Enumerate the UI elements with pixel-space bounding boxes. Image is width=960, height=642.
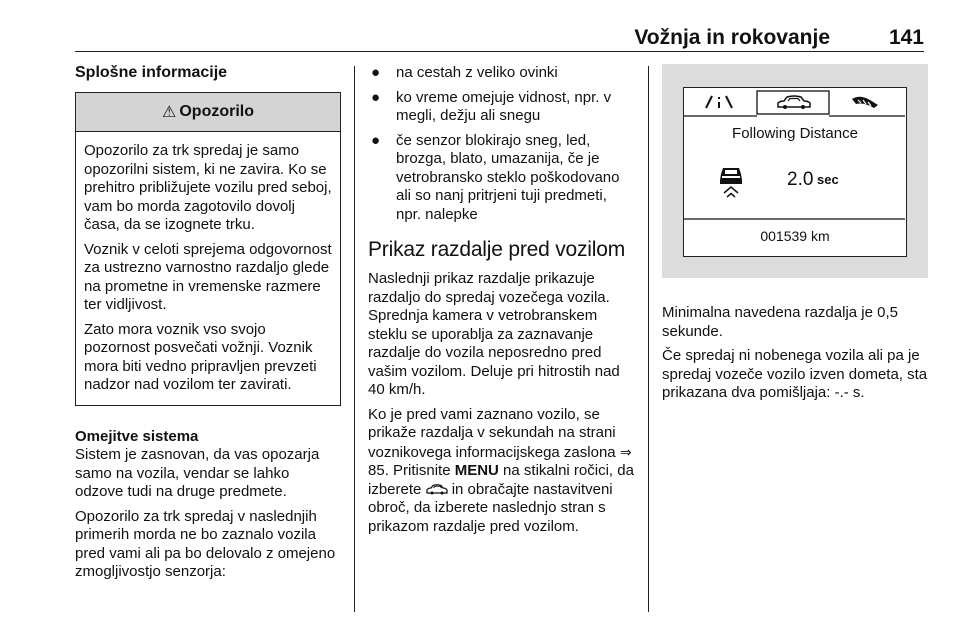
section-heading: Prikaz razdalje pred vozilom [368,238,626,261]
display-screen [683,87,907,257]
warning-paragraph: Opozorilo za trk spredaj je samo opozorilni sistem, ki ne zavira. Ko se prehitro približujete vozilu pred seboj, vam bo morda zagotovilo dovolj časa, da se izognete trku. [84,142,332,233]
warning-title: Opozorilo [179,103,254,120]
list-item [368,89,634,126]
column-divider-2 [648,66,649,612]
header-divider [75,51,924,52]
selected-tab-frame [757,91,829,114]
section-title: Splošne informacije [75,64,228,81]
bullet-icon: ● [371,131,381,149]
warning-body [76,132,340,405]
body-paragraph: Naslednji prikaz razdalje prikazuje razdaljo do spredaj vozečega vozila. Sprednja kamera v vetrobranskem steklu se uporablja za zaznavanje razdalje do vozila neposredno pred vašim vozilom. Deluje pri hitrostih nad 40 km/h. [368,270,620,398]
distance-value: 2.0 [787,169,814,190]
list-item [368,132,634,225]
column-2 [368,64,634,542]
bullet-icon: ● [371,64,381,81]
driver-info-display-figure [662,64,928,278]
display-title: Following Distance [732,125,858,142]
limits-paragraph: Sistem je zasnovan, da vas opozarja samo na vozila, vendar se lahko odzove tudi na druge predmete. [75,446,320,500]
body-paragraph: Če spredaj ni nobenega vozila ali pa je spredaj vozeče vozilo izven dometa, sta prikazana dva pomišljaja: -.- s. [662,347,928,401]
paragraph-text: na stikalni ročici, da izberete [368,462,634,498]
warning-triangle-icon: ⚠ [162,104,177,121]
paragraph-text: in obračajte nastavitveni obroč, da izberete naslednjo stran s prikazom razdalje pred vozilom. [368,480,613,535]
column-1 [75,64,341,588]
distance-unit: sec [817,172,839,187]
odometer-reading: 001539 km [760,228,830,244]
list-item-text: na cestah z veliko ovinki [396,64,558,81]
warning-paragraph: Zato mora voznik vso svojo pozornost posvečati vožnji. Voznik mora biti vedno pripravljen prevzeti nadzor nad vozilom ter zavirati. [84,320,317,393]
limits-paragraph: Opozorilo za trk spredaj v naslednjih primerih morda ne bo zaznalo vozila pred vami ali pa bo delovalo z omejeno zmogljivostjo senzorja: [75,507,336,580]
paragraph-text: . Pritisnite [384,462,455,479]
paragraph-text: Ko je pred vami zaznano vozilo, se prikaže razdalja v sekundah na strani voznikovega informacijskega zaslona [368,405,620,461]
page-ref-arrow-icon: ⇒ [619,443,632,460]
bullet-icon: ● [371,88,381,106]
warning-paragraph: Voznik v celoti sprejema odgovornost za ustrezno varnostno razdaljo glede na prometne in vremenske razmere ter vidljivost. [84,240,332,313]
limits-heading: Omejitve sistema [75,427,199,445]
page-number: 141 [888,26,924,49]
page-reference-link[interactable]: 85 [368,462,385,479]
car-distance-icon [426,484,448,495]
lane-assist-icon [706,96,732,108]
body-paragraph: Minimalna navedena razdalja je 0,5 sekunde. [662,304,898,340]
warning-box [75,92,341,406]
list-item-text: če senzor blokirajo sneg, led, brozga, blato, umazanija, če je vetrobransko steklo poškodovano ali so nanj pritrjeni tuji predmeti, npr. nalepke [396,131,620,223]
display-graphics [684,88,905,255]
body-paragraph [368,406,634,537]
list-item-text: ko vreme omejuje vidnost, npr. v megli, dežju ali snegu [396,88,612,124]
road-sign-icon [852,97,878,108]
column-3 [662,64,928,409]
list-item [368,64,634,83]
warning-header [76,93,340,132]
column-divider-1 [354,66,355,612]
chapter-title: Vožnja in rokovanje [634,26,830,49]
vehicle-ahead-icon [720,168,742,197]
menu-button-label: MENU [454,462,499,479]
